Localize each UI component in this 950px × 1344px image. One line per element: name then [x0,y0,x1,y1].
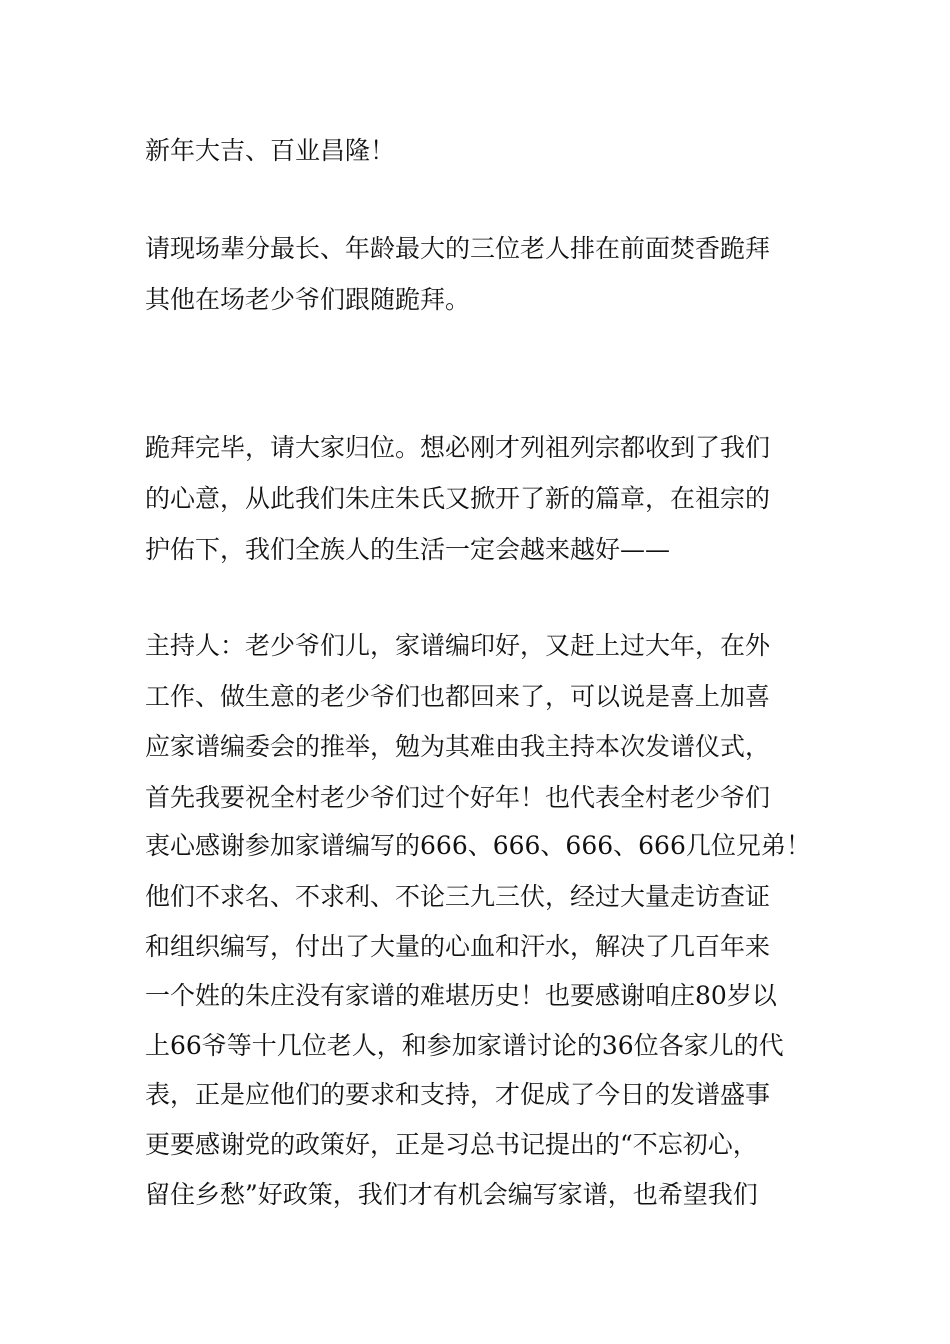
text-line: 留住乡愁”好政策，我们才有机会编写家谱，也希望我们 [145,1180,758,1209]
text-line: 新年大吉、百业昌隆！ [145,136,396,165]
text-line: 首先我要祝全村老少爷们过个好年！也代表全村老少爷们 [145,783,771,812]
text-line: 和组织编写，付出了大量的心血和汗水，解决了几百年来 [145,932,771,961]
text-line: 护佑下，我们全族人的生活一定会越来越好—— [145,535,671,564]
text-line: 一个姓的朱庄没有家谱的难堪历史！也要感谢咱庄80岁以 [145,981,777,1010]
text-line: 请现场辈分最长、年龄最大的三位老人排在前面焚香跪拜 [145,234,771,263]
text-line: 上66爷等十几位老人，和参加家谱讨论的36位各家儿的代 [145,1031,784,1060]
text-line: 应家谱编委会的推举，勉为其难由我主持本次发谱仪式， [145,732,771,761]
text-line: 衷心感谢参加家谱编写的666、666、666、666几位兄弟！ [145,831,811,860]
text-line: 更要感谢党的政策好，正是习总书记提出的“不忘初心， [145,1130,758,1159]
text-line: 其他在场老少爷们跟随跪拜。 [145,285,471,314]
text-line: 跪拜完毕，请大家归位。想必刚才列祖列宗都收到了我们 [145,433,771,462]
text-line: 主持人：老少爷们儿，家谱编印好，又赶上过大年，在外 [145,631,771,660]
text-line: 他们不求名、不求利、不论三九三伏，经过大量走访查证 [145,882,771,911]
text-line: 工作、做生意的老少爷们也都回来了，可以说是喜上加喜 [145,682,771,711]
text-line: 的心意，从此我们朱庄朱氏又掀开了新的篇章，在祖宗的 [145,484,771,513]
text-line: 表，正是应他们的要求和支持，才促成了今日的发谱盛事 [145,1080,771,1109]
